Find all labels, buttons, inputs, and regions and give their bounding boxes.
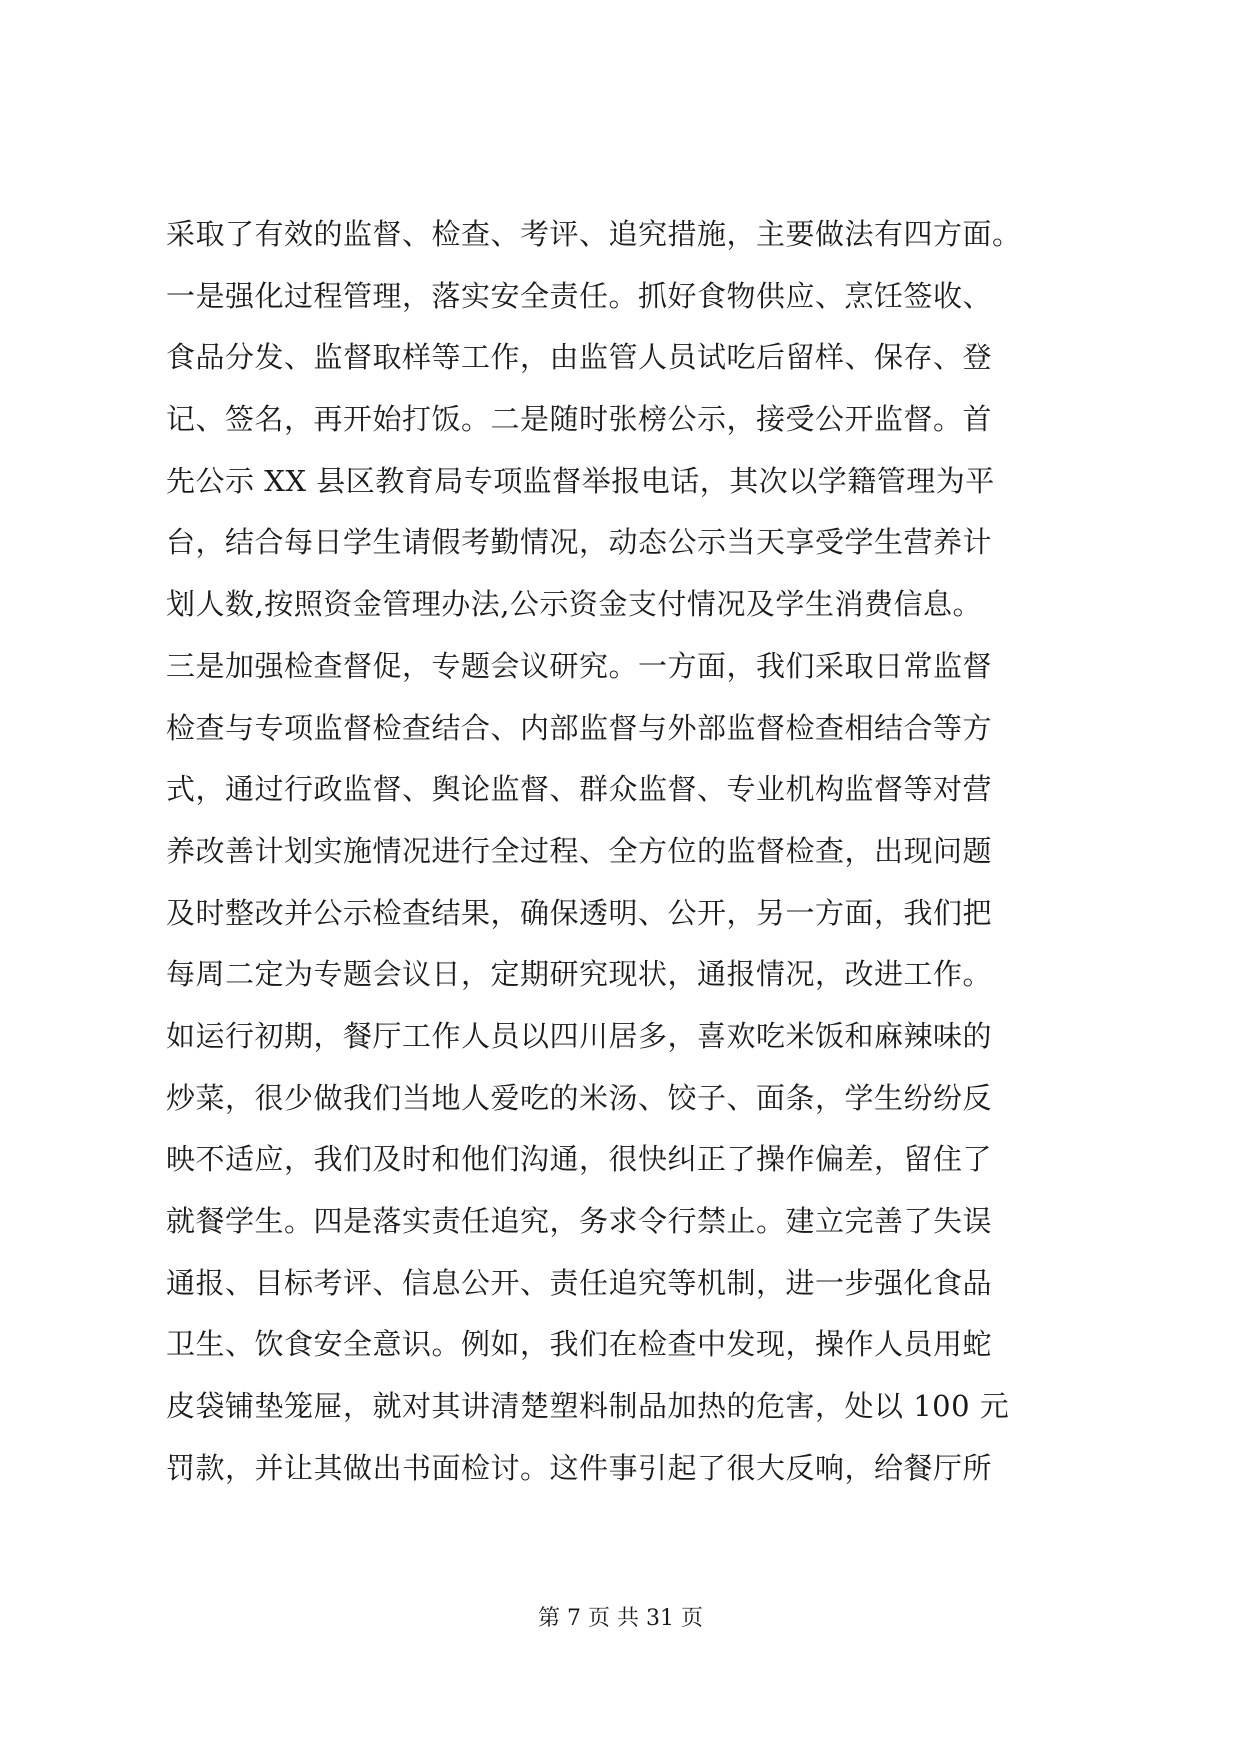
text-line: 采取了有效的监督、检查、考评、追究措施，主要做法有四方面。 [166,217,1022,251]
text-line: 就餐学生。四是落实责任追究，务求令行禁止。建立完善了失误 [166,1204,993,1238]
text-line: 映不适应，我们及时和他们沟通，很快纠正了操作偏差，留住了 [166,1142,993,1177]
text-line: 一是强化过程管理，落实安全责任。抓好食物供应、烹饪签收、 [166,278,993,313]
text-line: 记、签名，再开始打饭。二是随时张榜公示，接受公开监督。首 [166,402,993,437]
text-line: 卫生、饮食安全意识。例如，我们在检查中发现，操作人员用蛇 [166,1327,993,1362]
body-text [166,204,1086,1499]
text-line: 三是加强检查督促，专题会议研究。一方面，我们采取日常监督 [166,648,993,683]
text-line: 罚款，并让其做出书面检讨。这件事引起了很大反响，给餐厅所 [166,1450,993,1485]
text-line: 划人数,按照资金管理办法,公示资金支付情况及学生消费信息。 [166,587,982,622]
text-line: 皮袋铺垫笼屉，就对其讲清楚塑料制品加热的危害，处以 100 元 [166,1389,1010,1424]
text-line: 先公示 XX 县区教育局专项监督举报电话，其次以学籍管理为平 [166,463,995,498]
text-line: 食品分发、监督取样等工作，由监管人员试吃后留样、保存、登 [166,340,993,375]
text-line: 检查与专项监督检查结合、内部监督与外部监督检查相结合等方 [166,710,993,745]
page-number-footer: 第 7 页 共 31 页 [538,1606,703,1631]
text-line: 炒菜，很少做我们当地人爱吃的米汤、饺子、面条，学生纷纷反 [166,1080,993,1115]
text-line: 通报、目标考评、信息公开、责任追究等机制，进一步强化食品 [166,1265,993,1300]
text-line: 及时整改并公示检查结果，确保透明、公开，另一方面，我们把 [166,895,993,930]
text-line: 养改善计划实施情况进行全过程、全方位的监督检查，出现问题 [166,833,993,868]
text-line: 每周二定为专题会议日，定期研究现状，通报情况，改进工作。 [166,957,993,992]
text-line: 如运行初期，餐厅工作人员以四川居多，喜欢吃米饭和麻辣味的 [166,1018,993,1053]
text-line: 台，结合每日学生请假考勤情况，动态公示当天享受学生营养计 [166,525,993,560]
text-line: 式，通过行政监督、舆论监督、群众监督、专业机构监督等对营 [166,772,993,807]
